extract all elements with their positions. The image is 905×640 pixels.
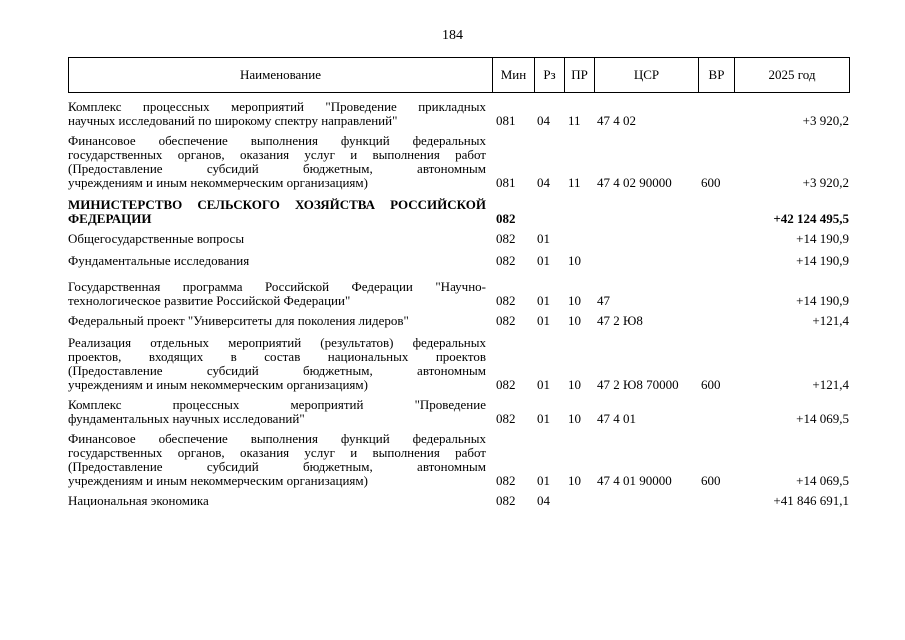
row-name-line: проектов, входящих в состав национальных проектов (68, 349, 486, 364)
table-body (68, 100, 858, 514)
header-name: Наименование (240, 67, 321, 82)
row-name-line: государственных органов, оказания услуг и выполнения работ (68, 147, 486, 162)
row-name-line: (Предоставление субсидий бюджетным, автономным (68, 161, 486, 176)
cell-pr: 10 (568, 313, 581, 328)
cell-rz: 01 (537, 377, 550, 392)
row-cells (68, 412, 858, 426)
cell-min: 082 (496, 473, 516, 488)
header-pr: ПР (564, 58, 594, 92)
row-name-line: Комплекс процессных мероприятий "Проведение (68, 397, 486, 412)
row-name-line: учреждениям и иным некоммерческим организациям) (68, 175, 368, 190)
row-name-line: Реализация отдельных мероприятий (результатов) федеральных (68, 335, 486, 350)
cell-pr: 11 (568, 175, 581, 190)
cell-rz: 01 (537, 231, 550, 246)
row-name-line: (Предоставление субсидий бюджетным, автономным (68, 363, 486, 378)
cell-amount: +42 124 495,5 (773, 211, 849, 226)
table-row (68, 232, 858, 246)
row-name-line: учреждениям и иным некоммерческим организациям) (68, 473, 368, 488)
cell-amount: +121,4 (812, 313, 849, 328)
row-name-line: Государственная программа Российской Федерации "Научно- (68, 279, 486, 294)
cell-amount: +121,4 (812, 377, 849, 392)
row-cells (68, 294, 858, 308)
cell-csr: 47 (597, 293, 610, 308)
cell-pr: 10 (568, 377, 581, 392)
cell-min: 082 (496, 211, 516, 226)
table-row (68, 134, 858, 190)
row-name-line: научных исследований по широкому спектру направлений" (68, 113, 398, 128)
table-row (68, 280, 858, 308)
header-rz: Рз (534, 58, 564, 92)
row-cells (68, 314, 858, 328)
cell-min: 082 (496, 493, 516, 508)
cell-pr: 10 (568, 293, 581, 308)
cell-rz: 01 (537, 313, 550, 328)
row-name-line: фундаментальных научных исследований" (68, 411, 305, 426)
cell-pr: 10 (568, 473, 581, 488)
cell-rz: 04 (537, 493, 550, 508)
cell-min: 082 (496, 313, 516, 328)
row-name-line: государственных органов, оказания услуг и выполнения работ (68, 445, 486, 460)
cell-vr: 600 (701, 175, 721, 190)
cell-min: 082 (496, 377, 516, 392)
header-vr: ВР (698, 58, 734, 92)
row-cells (68, 212, 858, 226)
table-row (68, 254, 858, 268)
header-csr: ЦСР (594, 58, 698, 92)
cell-min: 081 (496, 113, 516, 128)
row-name-line: технологическое развитие Российской Федерации" (68, 293, 351, 308)
cell-amount: +14 069,5 (796, 473, 849, 488)
row-name-line: МИНИСТЕРСТВО СЕЛЬСКОГО ХОЗЯЙСТВА РОССИЙСКОЙ (68, 197, 486, 212)
cell-amount: +14 190,9 (796, 253, 849, 268)
table-row (68, 398, 858, 426)
row-name-line: Федеральный проект "Университеты для поколения лидеров" (68, 313, 409, 328)
row-name-line: Национальная экономика (68, 493, 209, 508)
page-number: 184 (442, 28, 463, 43)
row-cells (68, 254, 858, 268)
cell-csr: 47 4 02 90000 (597, 175, 672, 190)
cell-min: 082 (496, 411, 516, 426)
cell-csr: 47 4 01 90000 (597, 473, 672, 488)
table-row (68, 494, 858, 508)
cell-csr: 47 4 01 (597, 411, 636, 426)
cell-rz: 04 (537, 175, 550, 190)
table-row (68, 336, 858, 392)
cell-rz: 01 (537, 411, 550, 426)
cell-min: 082 (496, 293, 516, 308)
row-cells (68, 494, 858, 508)
row-cells (68, 474, 858, 488)
row-name-line: Комплекс процессных мероприятий "Проведение прикладных (68, 99, 486, 114)
cell-amount: +14 190,9 (796, 293, 849, 308)
table-row (68, 432, 858, 488)
cell-csr: 47 2 Ю8 (597, 313, 643, 328)
cell-amount: +14 190,9 (796, 231, 849, 246)
cell-min: 082 (496, 231, 516, 246)
table-row (68, 100, 858, 128)
row-name-line: Фундаментальные исследования (68, 253, 250, 268)
cell-amount: +3 920,2 (802, 113, 849, 128)
row-name-line: (Предоставление субсидий бюджетным, автономным (68, 459, 486, 474)
cell-rz: 04 (537, 113, 550, 128)
row-name-line: Финансовое обеспечение выполнения функций федеральных (68, 133, 486, 148)
row-name-line: учреждениям и иным некоммерческим организациям) (68, 377, 368, 392)
cell-rz: 01 (537, 293, 550, 308)
row-name-line: Общегосударственные вопросы (68, 231, 245, 246)
cell-vr: 600 (701, 473, 721, 488)
cell-pr: 11 (568, 113, 581, 128)
row-cells (68, 114, 858, 128)
cell-csr: 47 4 02 (597, 113, 636, 128)
table-row (68, 314, 858, 328)
header-year: 2025 год (734, 58, 849, 92)
table-row (68, 198, 858, 226)
header-min: Мин (492, 58, 534, 92)
cell-pr: 10 (568, 411, 581, 426)
cell-vr: 600 (701, 377, 721, 392)
cell-amount: +14 069,5 (796, 411, 849, 426)
row-cells (68, 176, 858, 190)
cell-amount: +3 920,2 (802, 175, 849, 190)
table-header (68, 57, 850, 93)
row-cells (68, 378, 858, 392)
row-cells (68, 232, 858, 246)
cell-min: 082 (496, 253, 516, 268)
cell-pr: 10 (568, 253, 581, 268)
cell-rz: 01 (537, 253, 550, 268)
cell-csr: 47 2 Ю8 70000 (597, 377, 679, 392)
cell-min: 081 (496, 175, 516, 190)
row-name-line: Финансовое обеспечение выполнения функций федеральных (68, 431, 486, 446)
cell-amount: +41 846 691,1 (773, 493, 849, 508)
row-name-line: ФЕДЕРАЦИИ (68, 211, 152, 226)
cell-rz: 01 (537, 473, 550, 488)
